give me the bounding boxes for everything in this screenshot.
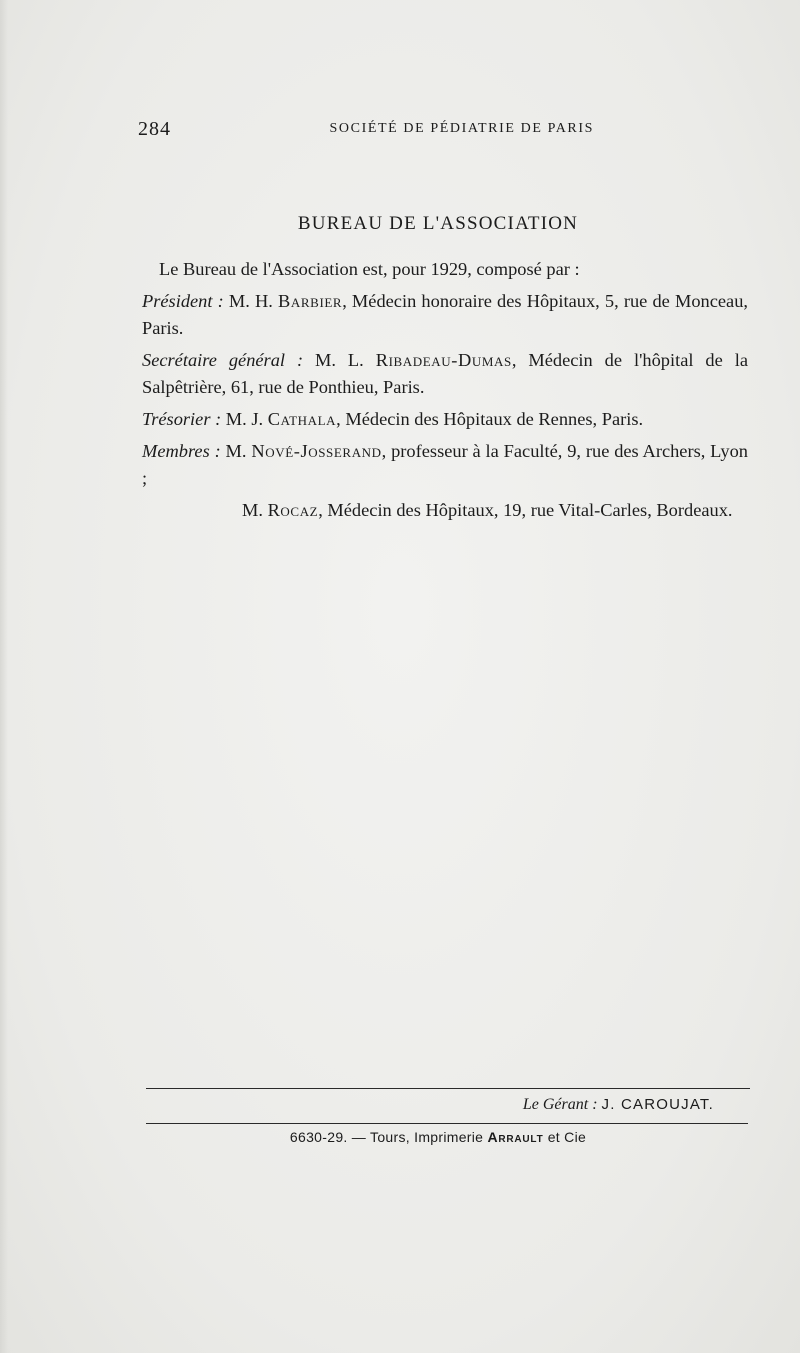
treasurer-entry — [142, 406, 748, 433]
member-first-name: Nové-Josserand — [251, 441, 382, 461]
treasurer-prefix: M. J. — [221, 409, 268, 429]
member-second-name: Rocaz — [267, 500, 319, 520]
running-head: SOCIÉTÉ DE PÉDIATRIE DE PARIS — [329, 121, 594, 136]
page-edge-shadow — [0, 0, 8, 1353]
page-header — [138, 118, 594, 142]
printer-imprint — [0, 1129, 800, 1145]
treasurer-role: Trésorier : — [142, 409, 222, 429]
members-entry-second — [142, 497, 748, 524]
president-details: , Médecin honoraire des Hôpitaux, 5, rue de Monceau, Paris. — [142, 291, 748, 338]
imprint-printer-name: Arrault — [487, 1129, 544, 1145]
secretary-prefix: M. L. — [303, 350, 376, 370]
treasurer-name: Cathala — [267, 409, 337, 429]
president-entry — [142, 288, 748, 342]
imprint-suffix: et Cie — [543, 1129, 587, 1145]
gerant-line — [523, 1096, 714, 1114]
members-role: Membres : — [142, 441, 221, 461]
members-entry-first — [142, 438, 748, 492]
secretary-role: Secrétaire général : — [142, 350, 304, 370]
president-name: Barbier — [278, 291, 343, 311]
president-prefix: M. H. — [223, 291, 279, 311]
footer-rule-top — [146, 1088, 750, 1089]
gerant-name: J. CAROUJAT. — [601, 1096, 714, 1113]
treasurer-details: , Médecin des Hôpitaux de Rennes, Paris. — [336, 409, 644, 429]
section-title: BUREAU DE L'ASSOCIATION — [297, 213, 579, 234]
intro-paragraph: Le Bureau de l'Association est, pour 1929, composé par : — [159, 259, 580, 279]
member-second-details: , Médecin des Hôpitaux, 19, rue Vital-Carles, Bordeaux. — [318, 500, 733, 520]
member-first-prefix: M. — [220, 441, 252, 461]
imprint-prefix: 6630-29. — Tours, Imprimerie — [289, 1129, 488, 1145]
page-number: 284 — [138, 118, 171, 140]
secretary-details: , Médecin de l'hôpital de la Salpêtrière, 61, rue de Ponthieu, Paris. — [142, 350, 749, 397]
member-first-details: , professeur à la Faculté, 9, rue des Archers, Lyon ; — [142, 441, 748, 488]
president-role: Président : — [142, 291, 224, 311]
secretary-name: Ribadeau-Dumas — [375, 350, 512, 370]
gerant-label: Le Gérant : — [522, 1096, 598, 1113]
bureau-members-text — [142, 256, 748, 529]
footer-rule-bottom — [146, 1123, 748, 1124]
secretary-entry — [142, 347, 748, 401]
member-second-prefix: M. — [242, 500, 268, 520]
